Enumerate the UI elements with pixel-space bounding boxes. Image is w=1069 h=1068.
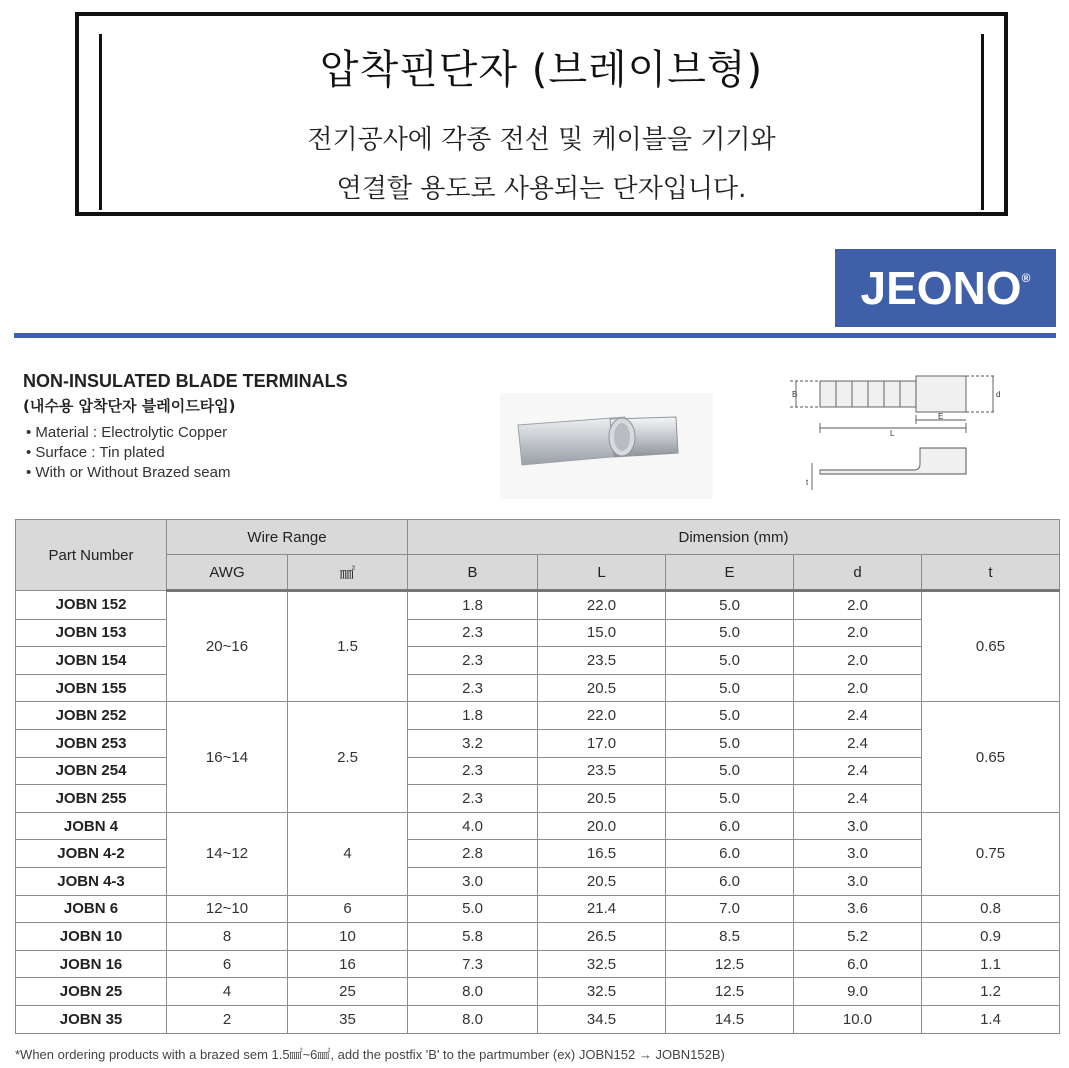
col-t: t [922, 555, 1060, 591]
t-cell: 1.1 [922, 950, 1060, 978]
l-cell: 20.5 [538, 867, 666, 895]
header-box [75, 12, 1008, 216]
e-cell: 7.0 [666, 895, 794, 923]
page-title: 압착핀단자 (브레이브형) [319, 47, 764, 93]
e-cell: 14.5 [666, 1005, 794, 1033]
d-cell: 2.0 [794, 647, 922, 675]
product-subtitle: (내수용 압착단자 블레이드타입) [23, 397, 236, 415]
product-title: NON-INSULATED BLADE TERMINALS [23, 371, 348, 391]
l-cell: 17.0 [538, 729, 666, 757]
table-row [16, 978, 1060, 1006]
dim-label-d: d [996, 390, 1001, 399]
awg-cell: 8 [167, 923, 288, 951]
t-cell: 1.4 [922, 1005, 1060, 1033]
d-cell: 2.0 [794, 674, 922, 702]
awg-cell: 6 [167, 950, 288, 978]
part-number-cell: JOBN 4-3 [16, 867, 167, 895]
mm2-cell: 10 [288, 923, 408, 951]
header-row-2 [16, 555, 1060, 591]
part-number-cell: JOBN 16 [16, 950, 167, 978]
d-cell: 2.4 [794, 702, 922, 730]
e-cell: 8.5 [666, 923, 794, 951]
dim-label-e: E [938, 412, 944, 421]
table-row [16, 895, 1060, 923]
part-number-cell: JOBN 155 [16, 674, 167, 702]
table-row [16, 1005, 1060, 1033]
part-number-cell: JOBN 10 [16, 923, 167, 951]
d-cell: 2.4 [794, 729, 922, 757]
b-cell: 2.3 [408, 785, 538, 813]
e-cell: 5.0 [666, 619, 794, 647]
b-cell: 5.8 [408, 923, 538, 951]
d-cell: 2.0 [794, 619, 922, 647]
awg-cell: 4 [167, 978, 288, 1006]
part-number-cell: JOBN 152 [16, 591, 167, 620]
spec-seam: • With or Without Brazed seam [26, 464, 231, 481]
b-cell: 3.2 [408, 729, 538, 757]
d-cell: 3.6 [794, 895, 922, 923]
col-wire-range: Wire Range [167, 520, 408, 555]
ordering-footnote: *When ordering products with a brazed sem 1.5㎟~6㎟, add the postfix 'B' to the partmumber (ex) JOBN152 → JOBN152B) [15, 1047, 725, 1062]
table-row [16, 591, 1060, 620]
l-cell: 16.5 [538, 840, 666, 868]
col-mm2: ㎟ [288, 555, 408, 591]
spec-table [15, 519, 1060, 1034]
part-number-cell: JOBN 252 [16, 702, 167, 730]
b-cell: 2.3 [408, 619, 538, 647]
b-cell: 2.3 [408, 757, 538, 785]
spec-surface: • Surface : Tin plated [26, 444, 165, 461]
e-cell: 5.0 [666, 757, 794, 785]
t-cell: 0.65 [922, 591, 1060, 702]
e-cell: 12.5 [666, 950, 794, 978]
e-cell: 6.0 [666, 867, 794, 895]
b-cell: 7.3 [408, 950, 538, 978]
col-dimension: Dimension (mm) [408, 520, 1060, 555]
l-cell: 23.5 [538, 757, 666, 785]
b-cell: 5.0 [408, 895, 538, 923]
mm2-cell: 16 [288, 950, 408, 978]
l-cell: 22.0 [538, 702, 666, 730]
part-number-cell: JOBN 254 [16, 757, 167, 785]
table-row [16, 812, 1060, 840]
awg-cell: 16~14 [167, 702, 288, 812]
e-cell: 6.0 [666, 840, 794, 868]
description-line-2: 연결할 용도로 사용되는 단자입니다. [336, 174, 747, 204]
mm2-cell: 25 [288, 978, 408, 1006]
l-cell: 34.5 [538, 1005, 666, 1033]
e-cell: 5.0 [666, 647, 794, 675]
t-cell: 0.65 [922, 702, 1060, 812]
l-cell: 15.0 [538, 619, 666, 647]
col-l: L [538, 555, 666, 591]
d-cell: 2.4 [794, 785, 922, 813]
d-cell: 5.2 [794, 923, 922, 951]
col-part-number: Part Number [16, 520, 167, 591]
e-cell: 5.0 [666, 702, 794, 730]
l-cell: 32.5 [538, 978, 666, 1006]
part-number-cell: JOBN 4-2 [16, 840, 167, 868]
part-number-cell: JOBN 153 [16, 619, 167, 647]
b-cell: 1.8 [408, 702, 538, 730]
e-cell: 6.0 [666, 812, 794, 840]
part-number-cell: JOBN 6 [16, 895, 167, 923]
d-cell: 3.0 [794, 840, 922, 868]
l-cell: 32.5 [538, 950, 666, 978]
b-cell: 8.0 [408, 978, 538, 1006]
d-cell: 2.4 [794, 757, 922, 785]
b-cell: 8.0 [408, 1005, 538, 1033]
d-cell: 2.0 [794, 591, 922, 620]
mm2-cell: 6 [288, 895, 408, 923]
t-cell: 0.9 [922, 923, 1060, 951]
awg-cell: 2 [167, 1005, 288, 1033]
t-cell: 1.2 [922, 978, 1060, 1006]
l-cell: 22.0 [538, 591, 666, 620]
mm2-cell: 1.5 [288, 591, 408, 702]
col-b: B [408, 555, 538, 591]
brand-logo [835, 249, 1056, 327]
t-cell: 0.8 [922, 895, 1060, 923]
part-number-cell: JOBN 4 [16, 812, 167, 840]
d-cell: 10.0 [794, 1005, 922, 1033]
b-cell: 2.8 [408, 840, 538, 868]
table-row [16, 950, 1060, 978]
b-cell: 2.3 [408, 674, 538, 702]
b-cell: 4.0 [408, 812, 538, 840]
l-cell: 20.0 [538, 812, 666, 840]
l-cell: 20.5 [538, 674, 666, 702]
section-divider [14, 333, 1056, 338]
l-cell: 26.5 [538, 923, 666, 951]
product-photo [500, 393, 713, 499]
registered-mark: ® [1021, 271, 1031, 285]
description-line-1: 전기공사에 각종 전선 및 케이블을 기기와 [307, 125, 776, 155]
header-row-1 [16, 520, 1060, 555]
d-cell: 6.0 [794, 950, 922, 978]
e-cell: 12.5 [666, 978, 794, 1006]
d-cell: 3.0 [794, 812, 922, 840]
awg-cell: 20~16 [167, 591, 288, 702]
awg-cell: 14~12 [167, 812, 288, 895]
mm2-cell: 2.5 [288, 702, 408, 812]
e-cell: 5.0 [666, 729, 794, 757]
b-cell: 2.3 [408, 647, 538, 675]
mm2-cell: 35 [288, 1005, 408, 1033]
dim-label-l: L [890, 429, 895, 438]
part-number-cell: JOBN 35 [16, 1005, 167, 1033]
table-row [16, 702, 1060, 730]
col-d: d [794, 555, 922, 591]
awg-cell: 12~10 [167, 895, 288, 923]
l-cell: 21.4 [538, 895, 666, 923]
e-cell: 5.0 [666, 591, 794, 620]
technical-drawing [790, 368, 1005, 493]
b-cell: 1.8 [408, 591, 538, 620]
part-number-cell: JOBN 25 [16, 978, 167, 1006]
spec-material: • Material : Electrolytic Copper [26, 424, 228, 441]
dim-label-b: B [792, 390, 798, 399]
part-number-cell: JOBN 255 [16, 785, 167, 813]
mm2-cell: 4 [288, 812, 408, 895]
e-cell: 5.0 [666, 785, 794, 813]
col-awg: AWG [167, 555, 288, 591]
b-cell: 3.0 [408, 867, 538, 895]
e-cell: 5.0 [666, 674, 794, 702]
d-cell: 3.0 [794, 867, 922, 895]
l-cell: 20.5 [538, 785, 666, 813]
t-cell: 0.75 [922, 812, 1060, 895]
d-cell: 9.0 [794, 978, 922, 1006]
table-row [16, 923, 1060, 951]
dim-label-t: t [806, 478, 809, 487]
part-number-cell: JOBN 253 [16, 729, 167, 757]
part-number-cell: JOBN 154 [16, 647, 167, 675]
l-cell: 23.5 [538, 647, 666, 675]
brand-logo-text: JEONO [860, 262, 1022, 314]
col-e: E [666, 555, 794, 591]
